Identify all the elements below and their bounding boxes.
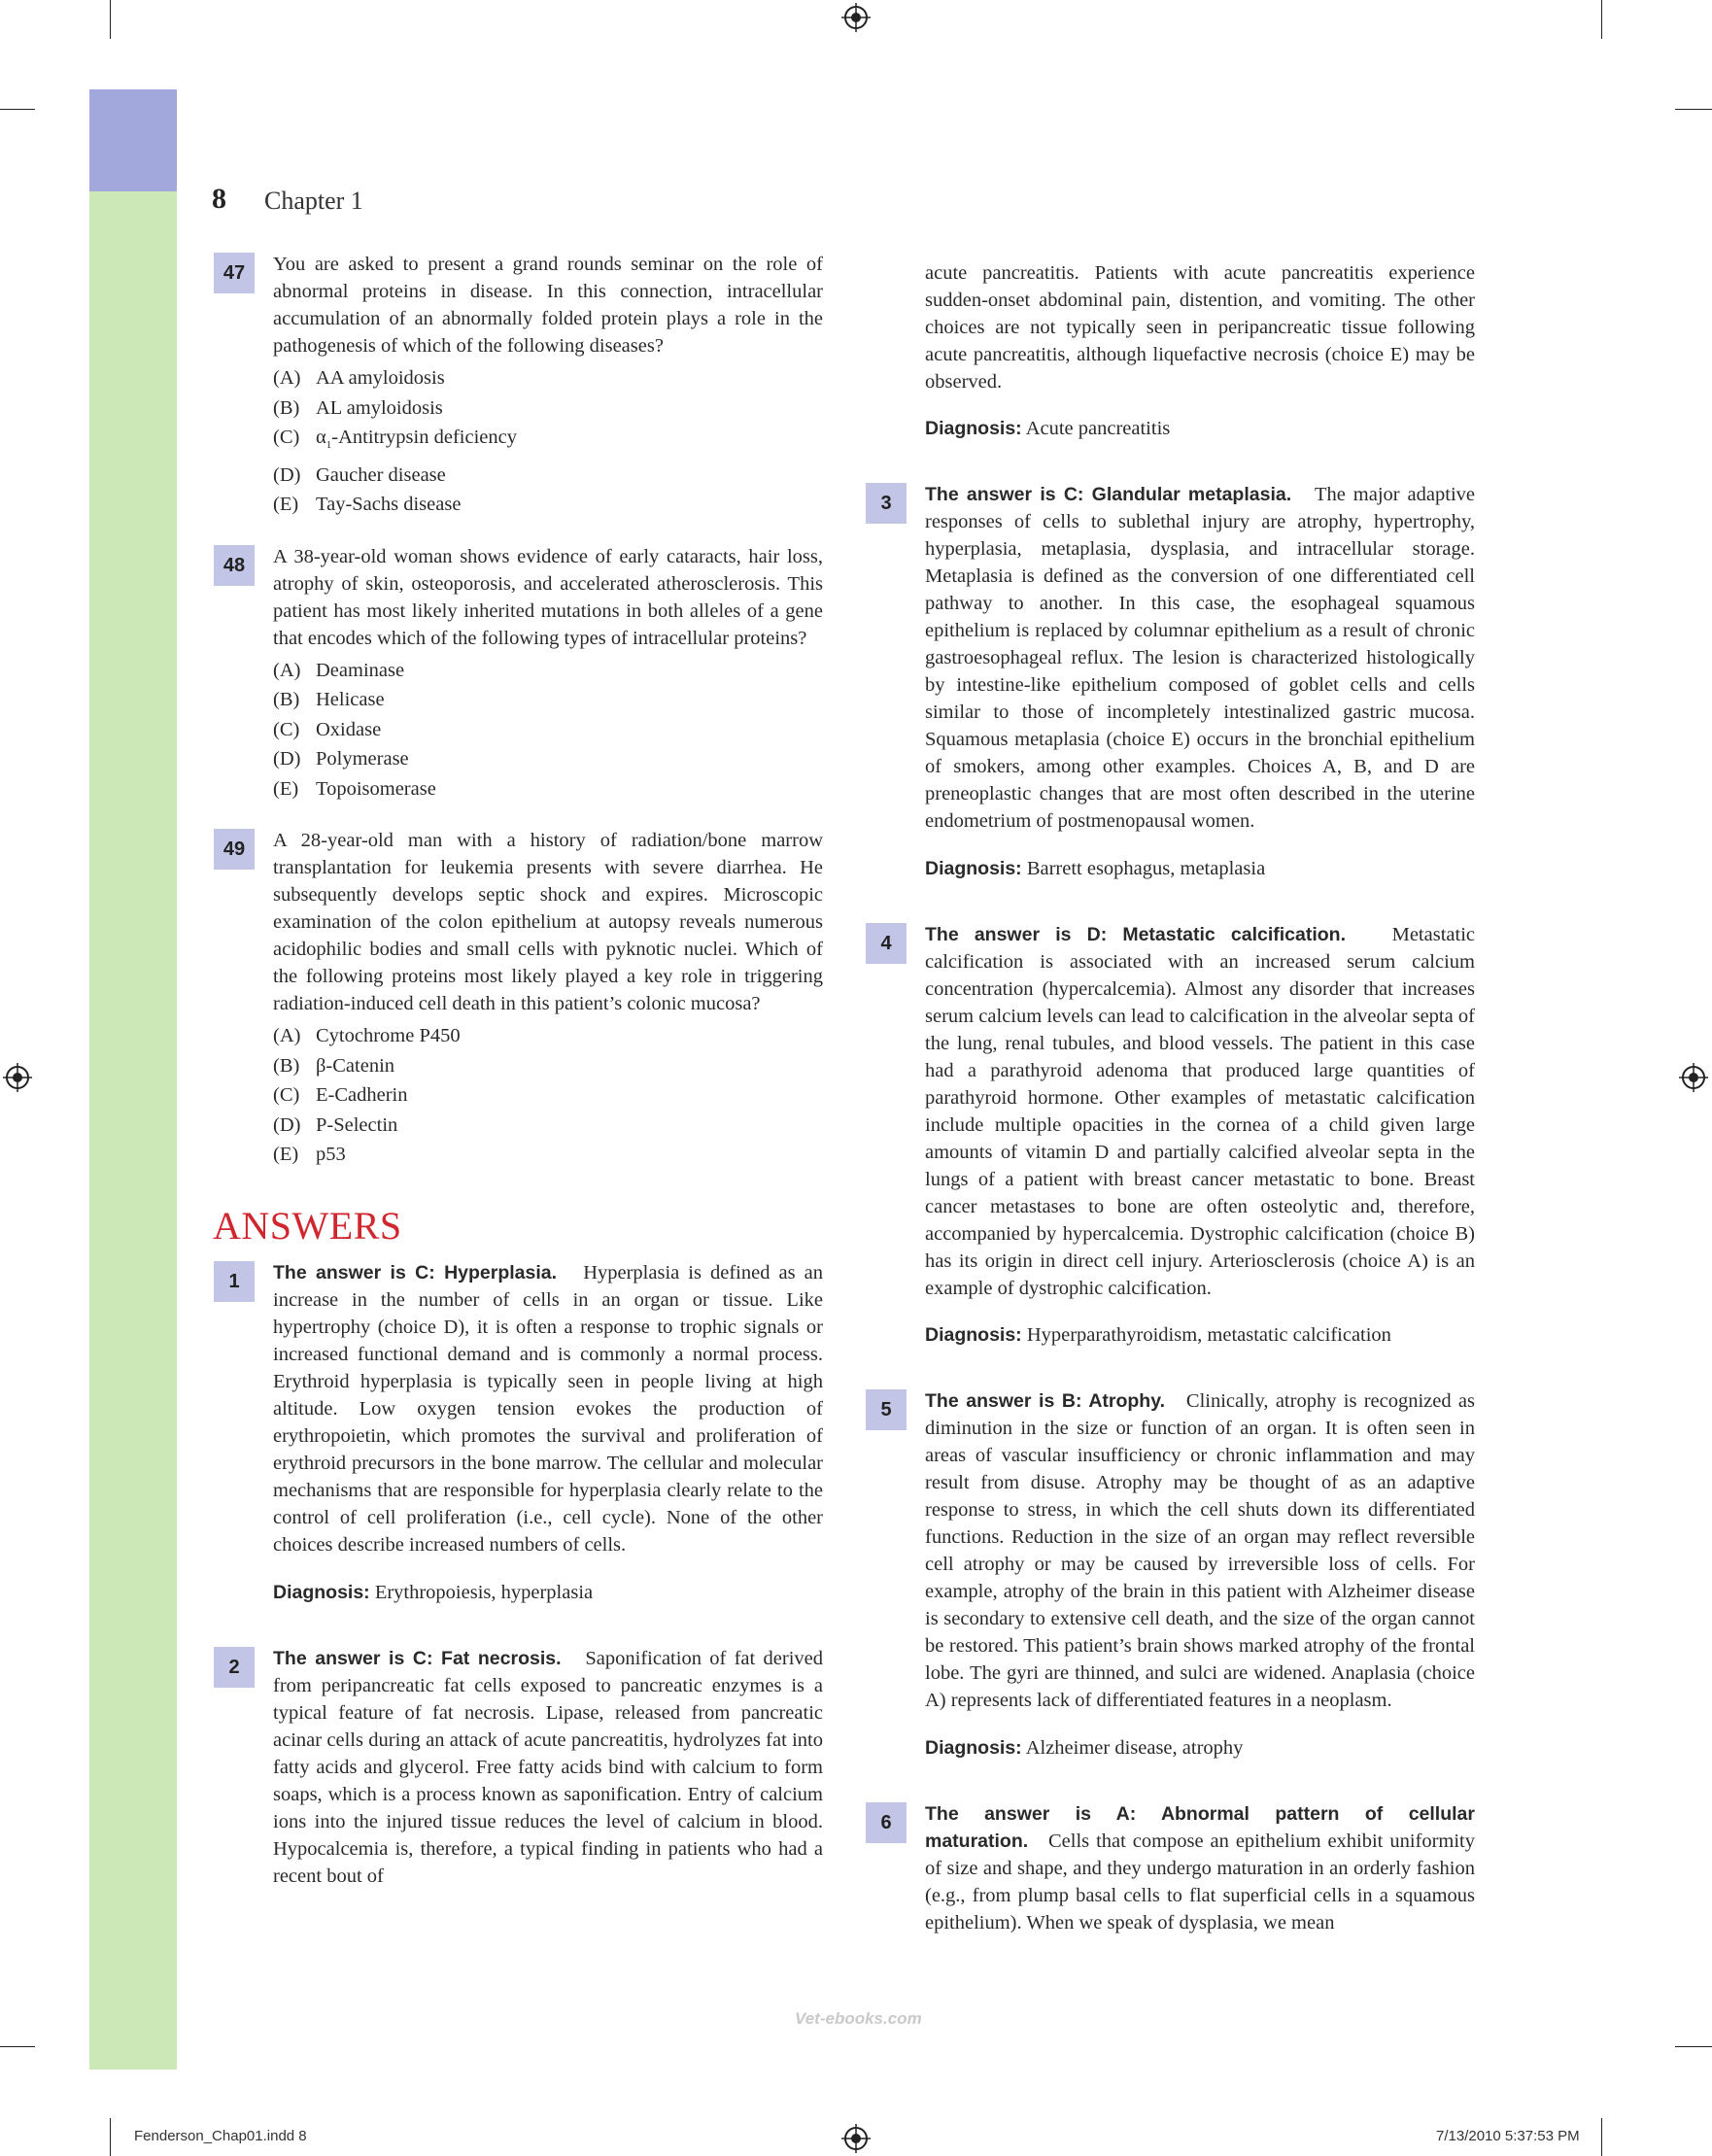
answer-text: Clinically, atrophy is recognized as diminution in the size or function of an organ. It is often seen in areas of vascular insufficiency or chronic inflammation and may result from disuse. Atrophy may be thought of as an adaptive response to stress, in which the cell shuts down its differentiated functions. Reduction in the size of an organ may reflect reversible cell atrophy or may be caused by irreversible loss of cells. For example, atrophy of the brain in this patient with Alzheimer disease is secondary to extensive cell death, and the size of the organ cannot be restored. This patient’s brain shows marked atrophy of the frontal lobe. The gyri are thinned, and sulci are widened. Anaplasia (choice A) represents lack of differentiated features in a neoplasm.: [925, 1390, 1475, 1711]
answer-6: [880, 1800, 1476, 1936]
diagnosis: [925, 1734, 1475, 1762]
answer-3: [880, 481, 1475, 882]
left-column: [213, 251, 823, 1929]
diagnosis-text: Acute pancreatitis: [1025, 418, 1171, 439]
answer-body: [925, 921, 1475, 1302]
answer-text-continued: acute pancreatitis. Patients with acute pancreatitis experience sudden-onset abdominal pain, distention, and vomiting. The other choices are not typically seen in peripancreatic tissue following acute pancreatitis, although liquefactive necrosis (choice E) may be observed.: [925, 261, 1475, 393]
option: [273, 715, 823, 745]
side-band: [89, 191, 177, 2070]
answer-text: Saponification of fat derived from peripancreatic fat cells exposed to pancreatic enzymes is a typical feature of fat necrosis. Lipase, released from pancreatic acinar cells during an attack of acute pancreatitis, hydrolyzes fat into fatty acids and glycerol. Free fatty acids bind with calcium to form soaps, which is a process known as saponification. Entry of calcium ions into the injured tissue reduces the level of calcium in blood. Hypocalcemia is, therefore, a typical finding in patients who had a recent bout of: [273, 1647, 823, 1887]
diagnosis: [925, 855, 1475, 882]
option-text: AL amyloidosis: [316, 396, 443, 419]
diagnosis-label: Diagnosis:: [925, 1736, 1022, 1759]
answer-4: [880, 921, 1475, 1350]
answer-2: [228, 1645, 823, 1890]
side-band-tab: [89, 89, 177, 191]
answer-text: Hyperplasia is defined as an increase in the number of cells in an organ or tissue. Like hypertrophy (choice D), it is often a response to trophic signals or increased functional demand and is commonly a normal process. Erythroid hyperplasia is typically seen in people living at high altitude. Low oxygen tension evokes the production of erythropoietin, which promotes the survival and proliferation of erythroid precursors in the bone marrow. The cellular and molecular mechanisms that are responsible for hyperplasia clearly relate to the control of cell proliferation (i.e., cell cycle). None of the other choices describe increased numbers of cells.: [273, 1262, 823, 1557]
option: [273, 1140, 823, 1170]
question-stem: A 38-year-old woman shows evidence of early cataracts, hair loss, atrophy of skin, osteoporosis, and accelerated atherosclerosis. This patient has most likely inherited mutations in both alleles of a gene that encodes which of the following types of intracellular proteins?: [273, 545, 823, 649]
answer-text: Metastatic calcification is associated with an increased serum calcium concentration (hypercalcemia). Almost any disorder that increases serum calcium levels can lead to calcification in the alveolar septa of the lung, renal tubules, and blood vessels. The patient in this case had a parathyroid adenoma that produced large quantities of parathyroid hormone. Other examples of metastatic calcification include multiple opacities in the cornea of a child given large amounts of vitamin D and partially calcified alveolar septa in the lungs of a patient with breast cancer metastatic to bone. Breast cancer metastases to bone are often osteolytic and, therefore, accompanied by hypercalcemia. Dystrophic calcification (choice B) has its origin in direct cell injury. Arteriosclerosis (choice A) is an example of dystrophic calcification.: [925, 923, 1475, 1299]
option-text: P-Selectin: [316, 1113, 398, 1136]
answer-2-continued: [925, 259, 1475, 443]
option-text: E-Cadherin: [316, 1084, 408, 1107]
answer-number: 1: [214, 1261, 255, 1302]
registration-mark-icon: [1679, 1063, 1708, 1092]
option-text: Helicase: [316, 689, 385, 711]
option-letter: (B): [273, 396, 300, 419]
option-letter: (D): [273, 1113, 301, 1136]
question-47: [223, 251, 823, 520]
crop-mark: [1675, 109, 1712, 110]
option-letter: (D): [273, 463, 301, 486]
option: [273, 656, 823, 686]
crop-mark: [1601, 2118, 1602, 2156]
question-stem: You are asked to present a grand rounds seminar on the role of abnormal proteins in disease. In this connection, intracellular accumulation of an abnormally folded protein plays a role in the pathogenesis of which of the following diseases?: [273, 254, 823, 357]
option-letter: (D): [273, 748, 301, 770]
option-list: [273, 656, 823, 804]
option-letter: (C): [273, 718, 300, 740]
registration-mark-icon: [3, 1063, 32, 1092]
crop-mark: [110, 0, 111, 39]
footer-timestamp: 7/13/2010 5:37:53 PM: [1436, 2128, 1580, 2144]
option-text: p53: [316, 1144, 346, 1166]
crop-mark: [1601, 0, 1602, 39]
option: [273, 394, 823, 424]
option: [273, 363, 823, 394]
diagnosis: [925, 415, 1475, 442]
answer-heading: The answer is C: Glandular metaplasia.: [925, 484, 1292, 505]
option-text: Deaminase: [316, 659, 405, 681]
registration-mark-icon: [841, 3, 871, 32]
answer-1: [228, 1259, 823, 1606]
answer-number: 2: [214, 1647, 255, 1688]
answer-body: [925, 1800, 1475, 1936]
option-letter: (A): [273, 659, 301, 681]
watermark: Vet-ebooks.com: [795, 2009, 922, 2028]
answer-number: 6: [866, 1802, 907, 1843]
answer-body: [925, 1387, 1475, 1714]
diagnosis-text: Barrett esophagus, metaplasia: [1026, 857, 1266, 879]
option-letter: (A): [273, 367, 301, 389]
diagnosis: [273, 1579, 823, 1606]
option-letter: (E): [273, 494, 299, 516]
option-text: Polymerase: [316, 748, 409, 770]
diagnosis-text: Hyperparathyroidism, metastatic calcification: [1026, 1324, 1391, 1346]
diagnosis-label: Diagnosis:: [925, 418, 1022, 439]
option-text: Oxidase: [316, 718, 382, 740]
crop-mark: [110, 2118, 111, 2156]
option-letter: (B): [273, 1054, 300, 1077]
page-number: 8: [212, 183, 226, 215]
option: [273, 1111, 823, 1141]
answer-text: The major adaptive responses of cells to sublethal injury are atrophy, hypertrophy, hyperplasia, metaplasia, dysplasia, and intracellular storage. Metaplasia is defined as the conversion of one differentiated cell pathway to another. In this case, the esophageal squamous epithelium is replaced by columnar epithelium as a result of chronic gastroesophageal reflux. The lesion is characterized histologically by intestine-like epithelium composed of goblet cells and cells similar to those of incompletely intestinalized gastric mucosa. Squamous metaplasia (choice E) occurs in the bronchial epithelium of smokers, among other examples. Choices A, B, and D are preneoplastic changes that are most often described in the uterine endometrium of postmenopausal women.: [925, 484, 1475, 832]
registration-mark-icon: [841, 2124, 871, 2153]
option: [273, 1021, 823, 1051]
answer-body: [925, 481, 1475, 835]
answer-text: Cells that compose an epithelium exhibit uniformity of size and shape, and they undergo maturation in an orderly fashion (e.g., from plump basal cells to flat superficial cells in a squamous epithelium). When we speak of dysplasia, we mean: [925, 1830, 1476, 1934]
diagnosis-text: Erythropoiesis, hyperplasia: [374, 1581, 594, 1603]
option-letter: (B): [273, 689, 300, 711]
diagnosis-label: Diagnosis:: [925, 857, 1022, 879]
option: [273, 461, 823, 491]
option-list: [273, 1021, 823, 1170]
answer-body: [273, 1645, 823, 1890]
answer-heading: The answer is D: Metastatic calcification.: [925, 923, 1346, 945]
option: [273, 1080, 823, 1111]
option: [273, 490, 823, 520]
option-text: Tay-Sachs disease: [316, 494, 462, 516]
chapter-title: Chapter 1: [264, 187, 363, 215]
answer-heading: The answer is A: Abnormal pattern of cellular maturation.: [925, 1802, 1475, 1852]
crop-mark: [0, 109, 35, 110]
footer-file-name: Fenderson_Chap01.indd 8: [134, 2128, 307, 2144]
answer-5: [880, 1387, 1475, 1762]
question-number: 47: [214, 253, 255, 293]
option: [273, 744, 823, 774]
option-letter: (E): [273, 777, 299, 800]
answer-number: 5: [866, 1389, 907, 1430]
answer-number: 3: [866, 483, 907, 524]
answer-heading: The answer is C: Fat necrosis.: [273, 1647, 562, 1669]
option: [273, 1051, 823, 1081]
option: [273, 423, 823, 461]
diagnosis-label: Diagnosis:: [925, 1324, 1022, 1346]
crop-mark: [0, 2046, 35, 2047]
option: [273, 774, 823, 804]
option-letter: (C): [273, 1084, 300, 1107]
option-text: AA amyloidosis: [316, 367, 445, 389]
option: [273, 685, 823, 715]
option-letter: (E): [273, 1144, 299, 1166]
diagnosis-text: Alzheimer disease, atrophy: [1025, 1736, 1244, 1759]
answer-body: [273, 1259, 823, 1558]
crop-mark: [1675, 2046, 1712, 2047]
option-text: Cytochrome P450: [316, 1025, 461, 1047]
question-number: 49: [214, 829, 255, 870]
diagnosis: [925, 1321, 1475, 1349]
option-text: Topoisomerase: [316, 777, 436, 800]
answers-heading: ANSWERS: [213, 1203, 402, 1248]
question-stem: A 28-year-old man with a history of radiation/bone marrow transplantation for leukemia presents with severe diarrhea. He subsequently develops septic shock and expires. Microscopic examination of the colon epithelium at autopsy reveals numerous acidophilic bodies and small cells with pyknotic nuclei. Which of the following proteins most likely played a key role in triggering radiation-induced cell death in this patient’s colonic mucosa?: [273, 830, 823, 1015]
question-48: [223, 543, 823, 804]
option-text: β-Catenin: [316, 1054, 395, 1077]
option-letter: (C): [273, 427, 300, 448]
answer-heading: The answer is C: Hyperplasia.: [273, 1262, 558, 1284]
option-list: [273, 363, 823, 520]
question-number: 48: [214, 545, 255, 586]
question-49: [223, 827, 823, 1170]
answer-heading: The answer is B: Atrophy.: [925, 1390, 1166, 1412]
answer-number: 4: [866, 923, 907, 964]
option-text: $\alpha_1$-Antitrypsin deficiency: [316, 427, 517, 452]
diagnosis-label: Diagnosis:: [273, 1581, 370, 1603]
right-column: [880, 239, 1476, 1975]
option-text: Gaucher disease: [316, 463, 446, 486]
option-letter: (A): [273, 1025, 301, 1047]
